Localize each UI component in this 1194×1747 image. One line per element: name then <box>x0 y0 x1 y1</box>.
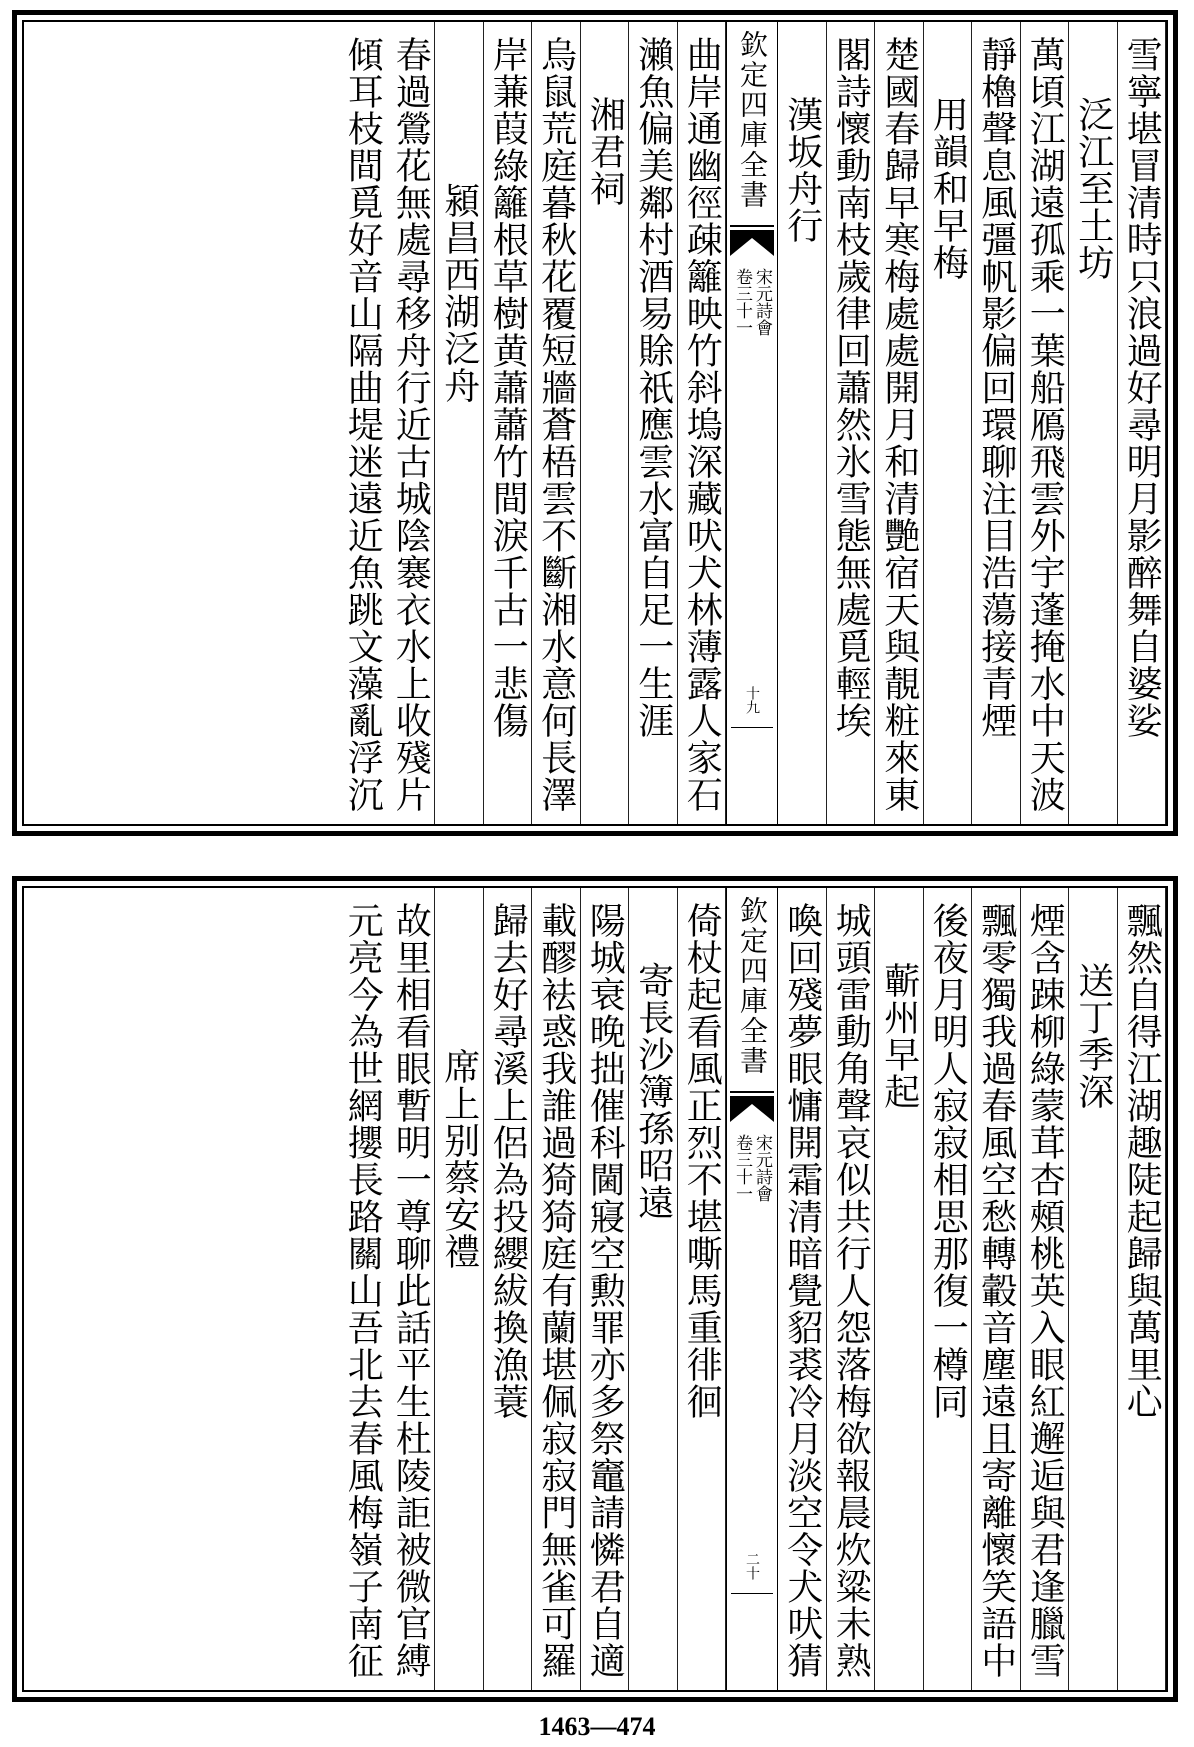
verse-text: 瀨魚偏美鄰村酒易賖祇應雲水富自足一生涯 <box>632 36 674 739</box>
poem-title: 泛江至土坊 <box>1072 96 1114 281</box>
poem-title-column <box>778 22 827 824</box>
verse-text: 陽城衰晚拙催科閫寢空勲罪亦多祭竈請憐君自適 <box>584 902 626 1679</box>
text-column <box>532 888 581 1690</box>
verse-text: 楚國春歸早寒梅處處開月和清艷宿天與靚粧來東 <box>878 36 920 813</box>
page-footer: 1463—474 <box>538 1712 656 1741</box>
verse-text: 萬頃江湖遠孤乘一葉船鴈飛雲外宇蓬掩水中天波 <box>1024 36 1066 813</box>
poem-title-column <box>581 22 630 824</box>
text-column <box>1021 888 1070 1690</box>
text-column <box>827 888 876 1690</box>
poem-title: 湘君祠 <box>584 96 626 207</box>
verse-text: 傾耳枝間覓好音山隔曲堤迷遠近魚跳文藻亂浮沉 <box>342 36 384 813</box>
verse-text: 春過鶯花無處尋移舟行近古城陰褰衣水上收殘片 <box>390 36 432 813</box>
center-gutter <box>726 22 778 824</box>
verse-text: 煙含踈柳綠蒙茸杏頰桃英入眼紅邂逅與君逢臘雪 <box>1024 902 1066 1679</box>
page-number: 二十 <box>744 1552 760 1580</box>
poem-title-column <box>1069 888 1118 1690</box>
verse-text: 故里相看眼暫明一尊聊此話平生杜陵詎被微官縛 <box>390 902 432 1679</box>
poem-title-column <box>435 888 484 1690</box>
volume-number: 卷三十一 <box>732 268 752 336</box>
text-column <box>678 22 727 824</box>
center-gutter <box>726 888 778 1690</box>
volume-info <box>733 1134 771 1202</box>
text-column <box>924 888 973 1690</box>
series-title: 宋元詩會 <box>752 268 772 336</box>
page-frame <box>22 886 1168 1692</box>
text-column <box>387 888 436 1690</box>
verse-text: 曲岸通幽徑疎籬映竹斜塢深藏吠犬林薄露人家石 <box>681 36 723 813</box>
gutter-rule <box>731 1593 773 1594</box>
poem-title: 漢坂舟行 <box>781 96 823 244</box>
text-column <box>1118 22 1167 824</box>
book-title: 欽定四庫全書 <box>736 30 769 210</box>
verse-text: 雪寧堪冒清時只浪過好尋明月影醉舞自婆娑 <box>1121 36 1163 739</box>
top-page <box>12 10 1178 836</box>
verse-text: 烏鼠荒庭暮秋花覆短牆蒼梧雲不斷湘水意何長澤 <box>535 36 577 813</box>
verse-text: 城頭雷動角聲哀似共行人怨落梅欲報晨炊粱未熟 <box>830 902 872 1679</box>
text-column <box>532 22 581 824</box>
verse-text: 元亮今為世網攖長路關山吾北去春風梅嶺子南征 <box>342 902 384 1679</box>
text-column <box>1021 22 1070 824</box>
text-column <box>387 22 436 824</box>
fish-tail-mark-icon <box>730 224 774 258</box>
page-frame <box>22 20 1168 826</box>
text-column <box>629 22 678 824</box>
text-column <box>1118 888 1167 1690</box>
gutter-rule <box>731 727 773 728</box>
verse-text: 載醪袪惑我誰過猗猗庭有蘭堪佩寂寂門無雀可羅 <box>535 902 577 1679</box>
verse-text: 靜櫓聲息風彊帆影偏回環聊注目浩蕩接青煙 <box>975 36 1017 739</box>
poem-title-column <box>924 22 973 824</box>
text-column <box>875 22 924 824</box>
verse-text: 歸去好尋溪上侶為投纓紱換漁蓑 <box>487 902 529 1420</box>
text-column <box>338 888 387 1690</box>
poem-title: 潁昌西湖泛舟 <box>438 182 480 404</box>
poem-title: 用韻和早梅 <box>927 96 969 281</box>
series-title: 宋元詩會 <box>752 1134 772 1202</box>
verse-text: 後夜月明人寂寂相思那復一樽同 <box>927 902 969 1420</box>
verse-text: 喚回殘夢眼慵開霜清暗覺貂裘冷月淡空令犬吠猜 <box>781 902 823 1679</box>
fish-tail-mark-icon <box>730 1090 774 1124</box>
poem-title-column <box>1069 22 1118 824</box>
text-column <box>972 22 1021 824</box>
poem-title: 送丁季深 <box>1072 962 1114 1110</box>
text-column <box>484 22 533 824</box>
verse-text: 岸蒹葭綠籬根草樹黄蕭蕭竹間淚千古一悲傷 <box>487 36 529 739</box>
text-column <box>338 22 387 824</box>
book-title: 欽定四庫全書 <box>736 896 769 1076</box>
text-column <box>972 888 1021 1690</box>
verse-text: 飄零獨我過春風空愁轉轂音塵遠且寄離懷笑語中 <box>975 902 1017 1679</box>
text-column <box>678 888 727 1690</box>
poem-title-column <box>629 888 678 1690</box>
poem-title: 蘄州早起 <box>878 962 920 1110</box>
poem-title-column <box>435 22 484 824</box>
bottom-page <box>12 876 1178 1702</box>
text-column <box>778 888 827 1690</box>
text-column <box>827 22 876 824</box>
text-column <box>581 888 630 1690</box>
volume-info <box>733 268 771 336</box>
page-number: 十九 <box>744 686 760 714</box>
text-column <box>484 888 533 1690</box>
verse-text: 閣詩懷動南枝歲律回蕭然氷雪態無處覓輕埃 <box>830 36 872 739</box>
volume-number: 卷三十一 <box>732 1134 752 1202</box>
poem-title: 寄長沙簿孫昭遠 <box>632 962 674 1221</box>
poem-title: 席上别蔡安禮 <box>438 1048 480 1270</box>
poem-title-column <box>875 888 924 1690</box>
verse-text: 飄然自得江湖趣陡起歸與萬里心 <box>1121 902 1163 1420</box>
verse-text: 倚杖起看風正烈不堪嘶馬重徘徊 <box>681 902 723 1420</box>
